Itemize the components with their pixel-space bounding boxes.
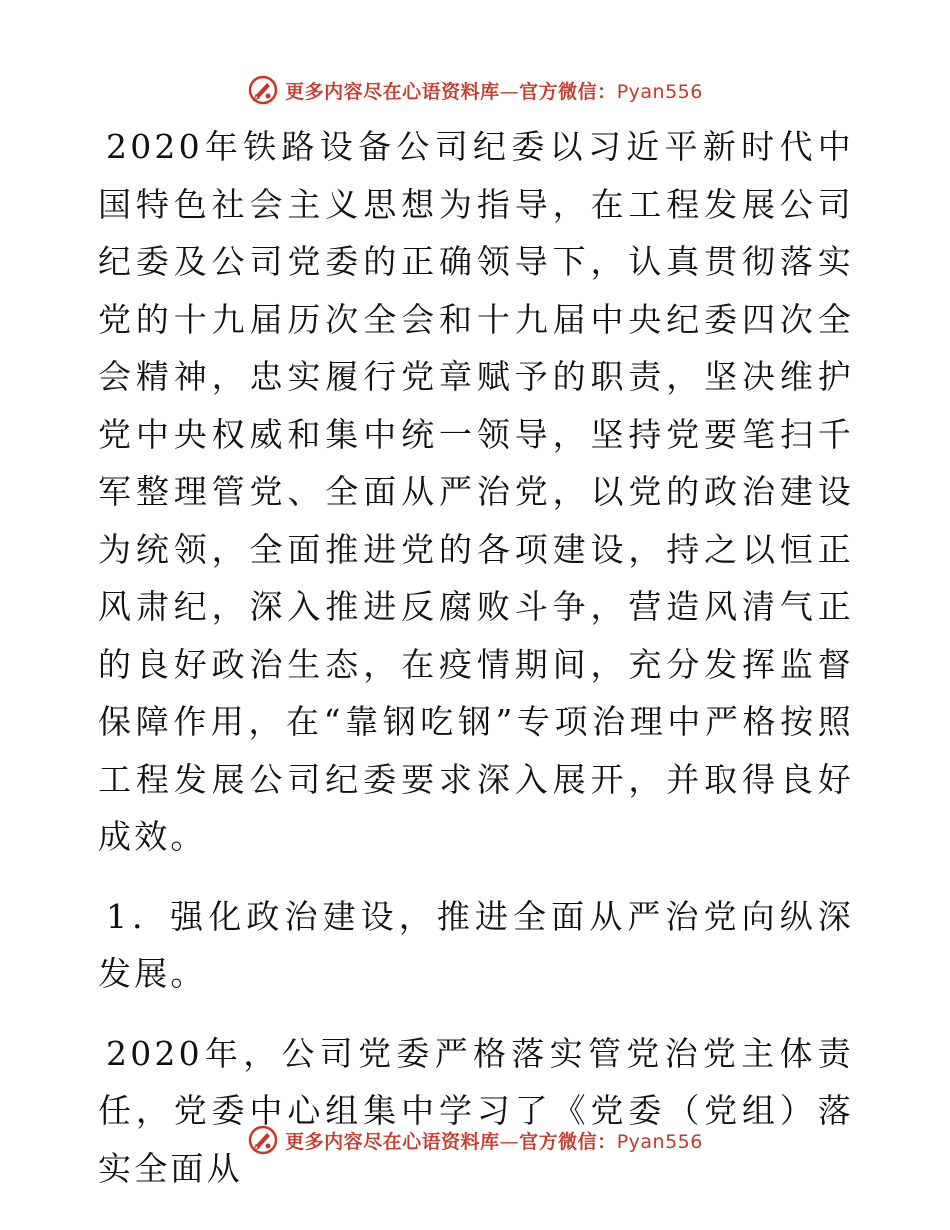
banner-dash: — — [499, 80, 520, 103]
paragraph-section-1: 2020年，公司党委严格落实管党治党主体责任，党委中心组集中学习了《党委（党组）落实全面从 — [98, 1033, 854, 1188]
banner-dash: — — [499, 1130, 520, 1153]
banner-wechat-id: Pyan556 — [616, 80, 703, 103]
banner-text — [285, 77, 703, 104]
banner-main-text: 更多内容尽在心语资料库 — [285, 80, 500, 103]
header-banner — [0, 70, 950, 110]
paragraph-intro: 2020年铁路设备公司纪委以习近平新时代中国特色社会主义思想为指导，在工程发展公司纪委及公司党委的正确领导下，认真贯彻落实党的十九届历次全会和十九届中央纪委四次全会精神，忠实履行党章赋予的职责，坚决维护党中央权威和集中统一领导，坚持党要笔扫千军整理管党、全面从严治党，以党的政治建设为统领，全面推进党的各项建设，持之以恒正风肃纪，深入推进反腐败斗争，营造风清气正的良好政治生态，在疫情期间，充分发挥监督保障作用，在“靠钢吃钢”专项治理中严格按照工程发展公司纪委要求深入展开，并取得良好成效。 — [98, 127, 854, 856]
document-body — [98, 118, 854, 1219]
banner-wechat-label: 官方微信： — [519, 1130, 617, 1153]
banner-wechat-id: Pyan556 — [616, 1130, 703, 1153]
logo-seal-icon — [247, 1124, 279, 1156]
banner-main-text: 更多内容尽在心语资料库 — [285, 1130, 500, 1153]
banner-wechat-label: 官方微信： — [519, 80, 617, 103]
footer-banner — [0, 1120, 950, 1160]
banner-text — [285, 1127, 703, 1154]
logo-seal-icon — [247, 74, 279, 106]
section-heading-1: 1．强化政治建设，推进全面从严治党向纵深发展。 — [98, 896, 854, 993]
